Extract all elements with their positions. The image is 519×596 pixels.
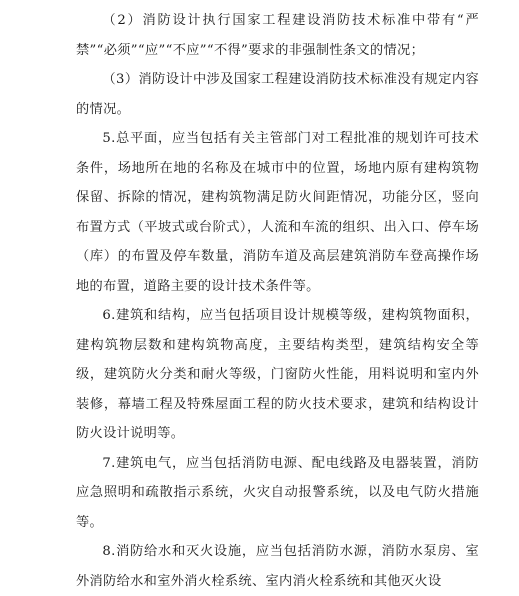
paragraph-item-2: （2）消防设计执行国家工程建设消防技术标准中带有“严禁”“必须”“应”“不应”“不得”要求的非强制性条文的情况； bbox=[76, 13, 479, 58]
paragraph-site-plan: 5.总平面，应当包括有关主管部门对工程批准的规划许可技术条件，场地所在地的名称及在城市中的位置，场地内原有建构筑物保留、拆除的情况，建构筑物满足防火间距情况，功能分区，竖向布置方式（平坡式或台阶式），人流和车流的组织、出入口、停车场（库）的布置及停车数量，消防车道及高层建筑消防车登高操作场地的布置，道路主要的设计技术条件等。 bbox=[76, 131, 479, 294]
paragraph-architecture-structure: 6.建筑和结构，应当包括项目设计规模等级，建构筑物面积，建构筑物层数和建构筑物高度，主要结构类型，建筑结构安全等级，建筑防火分类和耐火等级，门窗防火性能，用料说明和室内外装修，幕墙工程及特殊屋面工程的防火技术要求，建筑和结构设计防火设计说明等。 bbox=[76, 308, 479, 441]
paragraph-item-3: （3）消防设计中涉及国家工程建设消防技术标准没有规定内容的情况。 bbox=[76, 72, 479, 117]
paragraph-water-supply: 8.消防给水和灭火设施，应当包括消防水源，消防水泵房、室外消防给水和室外消火栓系统、室内消火栓系统和其他灭火设 bbox=[76, 544, 479, 589]
paragraph-electrical: 7.建筑电气，应当包括消防电源、配电线路及电器装置，消防应急照明和疏散指示系统，火灾自动报警系统，以及电气防火措施等。 bbox=[76, 455, 479, 530]
